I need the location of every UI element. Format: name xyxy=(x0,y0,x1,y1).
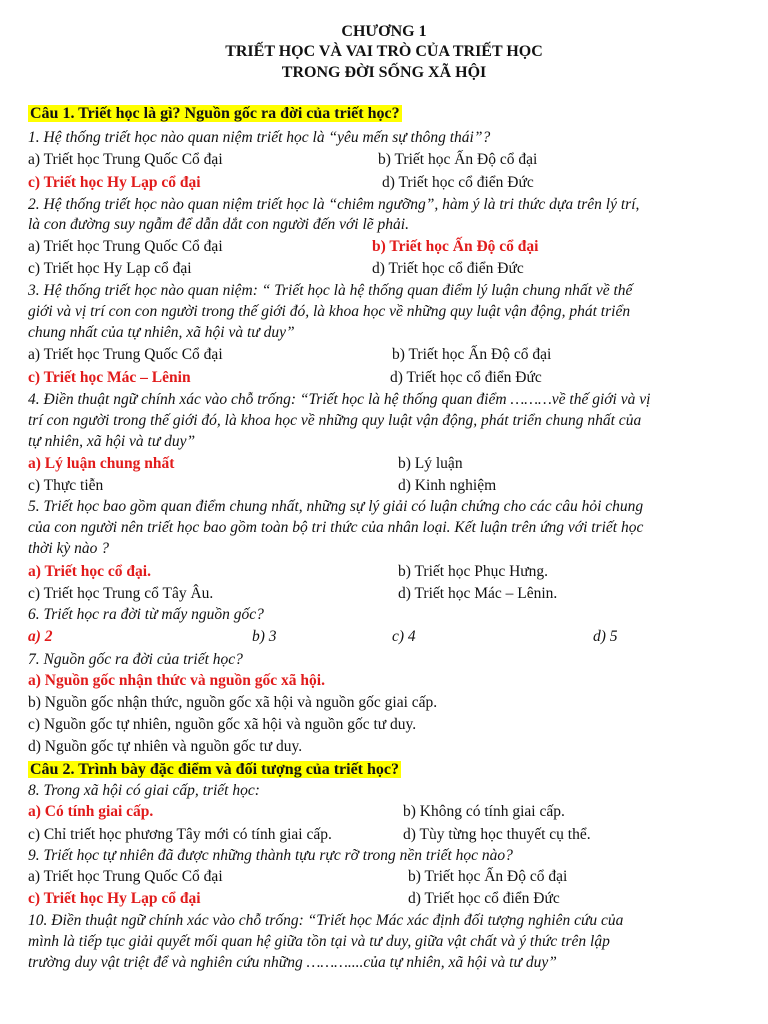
q8-option-b: b) Không có tính giai cấp. xyxy=(403,803,565,820)
chapter-label: CHƯƠNG 1 xyxy=(341,23,427,40)
question-5-line-2: của con người nên triết học bao gồm toàn bộ tri thức của nhân loại. Kết luận trên ứng với triết học xyxy=(28,519,644,536)
question-7: 7. Nguồn gốc ra đời của triết học? xyxy=(28,651,243,668)
q1-option-b: b) Triết học Ấn Độ cổ đại xyxy=(378,151,538,168)
q6-option-a-answer: a) 2 xyxy=(28,628,53,645)
question-9: 9. Triết học tự nhiên đã được những thành tựu rực rỡ trong nền triết học nào? xyxy=(28,847,513,864)
q5-option-c: c) Triết học Trung cổ Tây Âu. xyxy=(28,585,214,602)
q7-option-d: d) Nguồn gốc tự nhiên và nguồn gốc tư duy. xyxy=(28,738,303,755)
q9-option-c-answer: c) Triết học Hy Lạp cổ đại xyxy=(28,890,201,907)
question-4-line-2: trí con người trong thế giới đó, là khoa học về những quy luật vận động, phát triển chung nhất của xyxy=(28,412,642,429)
section-1-heading xyxy=(28,104,402,124)
question-10-line-3: trường duy vật triệt để và nghiên cứu những ………....của tự nhiên, xã hội và tư duy” xyxy=(28,954,557,971)
q1-option-a: a) Triết học Trung Quốc Cổ đại xyxy=(28,151,223,168)
q2-option-a: a) Triết học Trung Quốc Cổ đại xyxy=(28,238,223,255)
question-1: 1. Hệ thống triết học nào quan niệm triết học là “yêu mến sự thông thái”? xyxy=(28,129,491,146)
q6-option-b: b) 3 xyxy=(252,628,277,645)
q8-option-c: c) Chỉ triết học phương Tây mới có tính giai cấp. xyxy=(28,826,332,843)
question-4-line-1: 4. Điền thuật ngữ chính xác vào chỗ trống: “Triết học là hệ thống quan điểm ………về thế giới và vị xyxy=(28,391,651,408)
q3-option-d: d) Triết học cổ điển Đức xyxy=(390,369,542,386)
question-3-line-2: giới và vị trí con con người trong thế giới đó, là khoa học về những quy luật vận động, phát triển xyxy=(28,303,631,320)
section-1-heading-text: Câu 1. Triết học là gì? Nguồn gốc ra đời của triết học? xyxy=(30,105,400,122)
q2-option-c: c) Triết học Hy Lạp cổ đại xyxy=(28,260,192,277)
question-3-line-3: chung nhất của tự nhiên, xã hội và tư duy” xyxy=(28,324,295,341)
q5-option-b: b) Triết học Phục Hưng. xyxy=(398,563,549,580)
q1-option-d: d) Triết học cổ điển Đức xyxy=(382,174,534,191)
q9-option-d: d) Triết học cổ điển Đức xyxy=(408,890,560,907)
q8-option-a-answer: a) Có tính giai cấp. xyxy=(28,803,154,820)
chapter-title-line-1: TRIẾT HỌC VÀ VAI TRÒ CỦA TRIẾT HỌC xyxy=(225,43,543,60)
question-6: 6. Triết học ra đời từ mấy nguồn gốc? xyxy=(28,606,264,623)
q4-option-d: d) Kinh nghiệm xyxy=(398,477,497,494)
section-2-heading xyxy=(28,760,401,780)
question-8: 8. Trong xã hội có giai cấp, triết học: xyxy=(28,782,260,799)
question-4-line-3: tự nhiên, xã hội và tư duy” xyxy=(28,433,196,450)
q7-option-a-answer: a) Nguồn gốc nhận thức và nguồn gốc xã hội. xyxy=(28,672,325,689)
q7-option-c: c) Nguồn gốc tự nhiên, nguồn gốc xã hội và nguồn gốc tư duy. xyxy=(28,716,417,733)
question-5-line-3: thời kỳ nào ? xyxy=(28,540,110,557)
q3-option-c-answer: c) Triết học Mác – Lênin xyxy=(28,369,191,386)
q2-option-d: d) Triết học cổ điển Đức xyxy=(372,260,524,277)
q3-option-a: a) Triết học Trung Quốc Cổ đại xyxy=(28,346,223,363)
q1-option-c-answer: c) Triết học Hy Lạp cổ đại xyxy=(28,174,201,191)
q6-option-d: d) 5 xyxy=(593,628,618,645)
q6-option-c: c) 4 xyxy=(392,628,416,645)
question-5-line-1: 5. Triết học bao gồm quan điểm chung nhất, những sự lý giải có luận chứng cho các câu hỏi chung xyxy=(28,498,644,515)
q7-option-b: b) Nguồn gốc nhận thức, nguồn gốc xã hội và nguồn gốc giai cấp. xyxy=(28,694,438,711)
q9-option-a: a) Triết học Trung Quốc Cổ đại xyxy=(28,868,223,885)
question-10-line-2: mình là tiếp tục giải quyết mối quan hệ giữa tồn tại và tư duy, giữa vật chất và ý thức trên lập xyxy=(28,933,610,950)
q4-option-a-answer: a) Lý luận chung nhất xyxy=(28,455,175,472)
q3-option-b: b) Triết học Ấn Độ cổ đại xyxy=(392,346,552,363)
question-2-line-1: 2. Hệ thống triết học nào quan niệm triết học là “chiêm ngưỡng”, hàm ý là tri thức dựa trên lý trí, xyxy=(28,196,640,213)
q9-option-b: b) Triết học Ấn Độ cổ đại xyxy=(408,868,568,885)
chapter-title-line-2: TRONG ĐỜI SỐNG XÃ HỘI xyxy=(281,64,487,81)
question-2-line-2: là con đường suy ngẫm để dẫn dắt con người đến với lẽ phải. xyxy=(28,216,409,233)
q2-option-b-answer: b) Triết học Ấn Độ cổ đại xyxy=(372,238,539,255)
q8-option-d: d) Tùy từng học thuyết cụ thể. xyxy=(403,826,591,843)
q4-option-b: b) Lý luận xyxy=(398,455,463,472)
question-3-line-1: 3. Hệ thống triết học nào quan niệm: “ Triết học là hệ thống quan điểm lý luận chung nhất về thế xyxy=(28,282,633,299)
q5-option-d: d) Triết học Mác – Lênin. xyxy=(398,585,558,602)
question-10-line-1: 10. Điền thuật ngữ chính xác vào chỗ trống: “Triết học Mác xác định đối tượng nghiên cứu của xyxy=(28,912,624,929)
section-2-heading-text: Câu 2. Trình bày đặc điểm và đối tượng của triết học? xyxy=(30,761,399,778)
q5-option-a-answer: a) Triết học cổ đại. xyxy=(28,563,151,580)
q4-option-c: c) Thực tiễn xyxy=(28,477,104,494)
